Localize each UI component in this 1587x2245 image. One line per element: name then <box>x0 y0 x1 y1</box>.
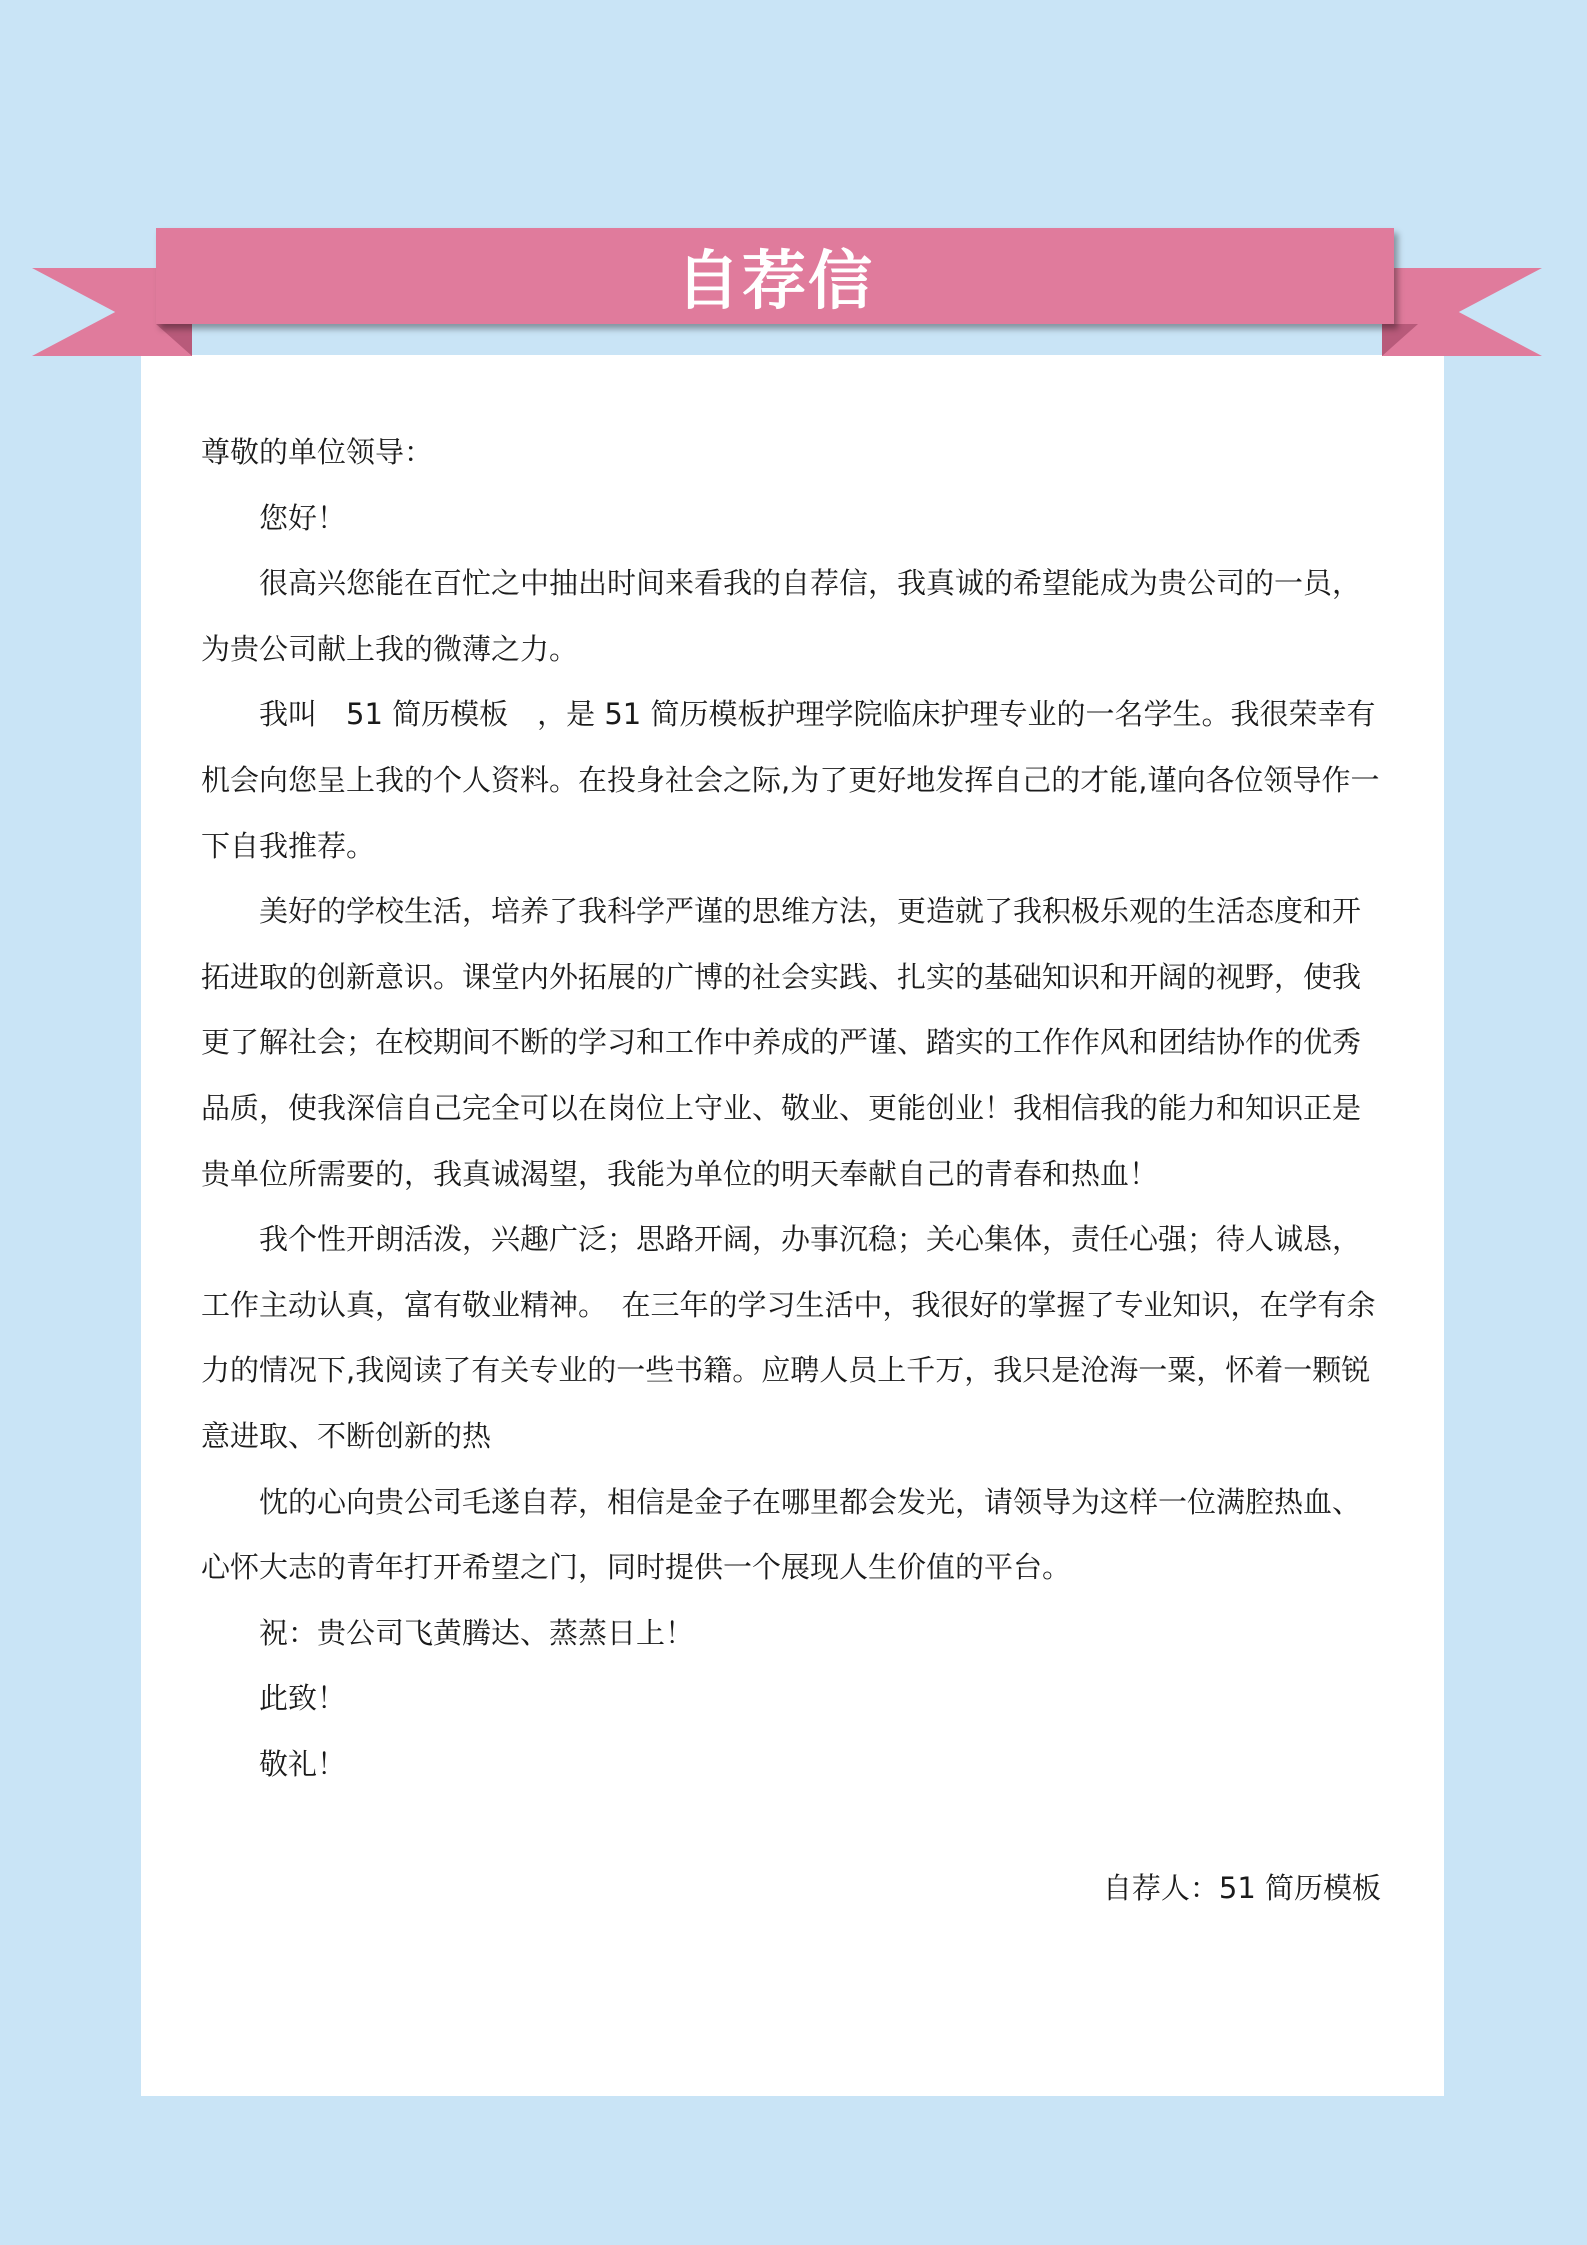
title-ribbon <box>156 228 1394 324</box>
wish: 祝：贵公司飞黄腾达、蒸蒸日上！ <box>259 1615 695 1650</box>
paragraph-4: 我个性开朗活泼，兴趣广泛；思路开阔，办事沉稳；关心集体，责任心强；待人诚恳，工作主动认真，富有敬业精神。 在三年的学习生活中，我很好的掌握了专业知识，在学有余力的情况下,我阅读了有关专业的一些书籍。应聘人员上千万，我只是沧海一粟，怀着一颗锐意进取、不断创新的热 <box>201 1222 1376 1453</box>
greeting: 您好！ <box>259 500 347 535</box>
paragraph-5: 忱的心向贵公司毛遂自荐，相信是金子在哪里都会发光，请领导为这样一位满腔热血、心怀大志的青年打开希望之门，同时提供一个展现人生价值的平台。 <box>201 1484 1362 1585</box>
paragraph-1: 很高兴您能在百忙之中抽出时间来看我的自荐信，我真诚的希望能成为贵公司的一员，为贵公司献上我的微薄之力。 <box>201 566 1362 666</box>
page-title: 自荐信 <box>676 245 874 319</box>
salutation: 尊敬的单位领导： <box>201 435 434 469</box>
paragraph-3: 美好的学校生活，培养了我科学严谨的思维方法，更造就了我积极乐观的生活态度和开拓进取的创新意识。课堂内外拓展的广博的社会实践、扎实的基础知识和开阔的视野，使我更了解社会；在校期间不断的学习和工作中养成的严谨、踏实的工作作风和团结协作的优秀品质，使我深信自己完全可以在岗位上守业、敬业、更能创业！我相信我的能力和知识正是贵单位所需要的，我真诚渴望，我能为单位的明天奉献自己的青春和热血！ <box>201 894 1362 1191</box>
closing-2: 敬礼！ <box>259 1746 347 1781</box>
letter-body <box>201 420 1381 1797</box>
signature: 自荐人：51 简历模板 <box>1102 1871 1381 1905</box>
paragraph-2: 我叫 51 简历模板 ，是 51 简历模板护理学院临床护理专业的一名学生。我很荣幸有机会向您呈上我的个人资料。在投身社会之际,为了更好地发挥自己的才能,谨向各位领导作一下自我推荐。 <box>201 697 1380 863</box>
ribbon-tail-right <box>1382 268 1542 356</box>
closing-1: 此致！ <box>259 1681 347 1716</box>
